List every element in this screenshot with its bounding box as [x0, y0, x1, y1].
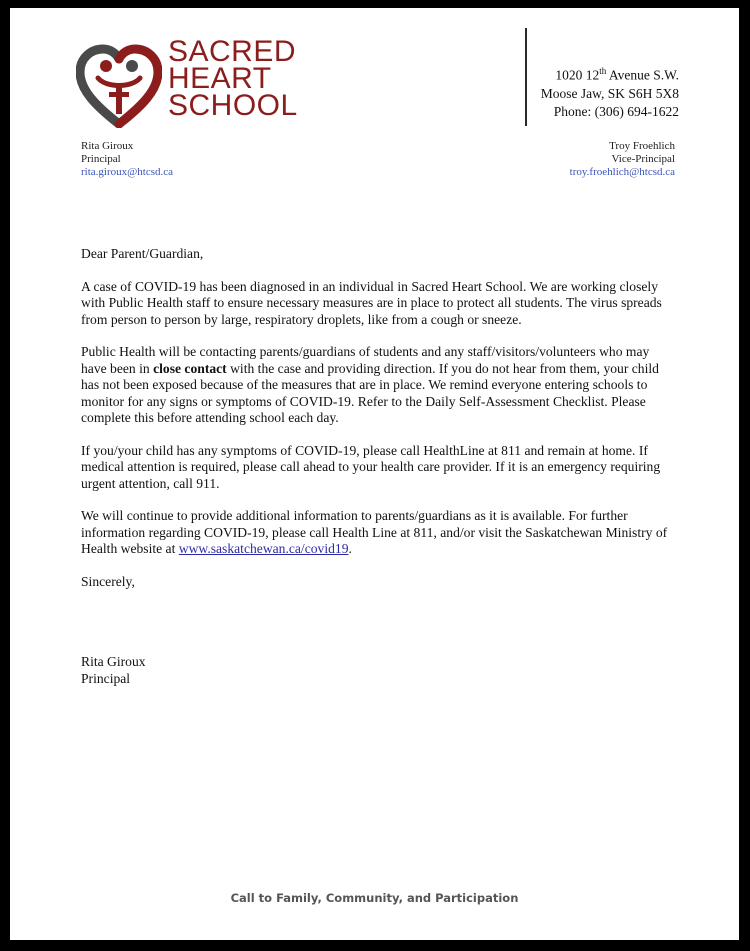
covid19-website-link[interactable]: www.saskatchewan.ca/covid19	[178, 541, 349, 556]
principal-contact	[81, 140, 173, 179]
heart-family-cross-icon	[76, 44, 162, 128]
address-street: 1020 12th Avenue S.W.	[555, 66, 679, 83]
vice-principal-email[interactable]: troy.froehlich@htcsd.ca	[569, 166, 675, 178]
school-name-line3: SCHOOL	[168, 89, 298, 122]
vice-principal-title: Vice-Principal	[611, 153, 675, 165]
letter-greeting: Dear Parent/Guardian,	[81, 246, 204, 261]
address-phone: Phone: (306) 694-1622	[553, 103, 679, 119]
school-address	[541, 62, 679, 121]
school-name-line2: HEART	[168, 62, 272, 95]
paragraph-diagnosis: A case of COVID-19 has been diagnosed in an individual in Sacred Heart School. We are working closely with Public Health staff to ensure necessary measures are in place to protect all students. The virus spreads from person to person by large, respiratory droplets, like from a cough or sneeze.	[81, 278, 662, 327]
letter-body	[81, 246, 671, 606]
signer-title: Principal	[81, 670, 131, 686]
letter-closing: Sincerely,	[81, 573, 135, 589]
vice-principal-contact	[570, 140, 675, 179]
school-name-line1: SACRED	[168, 35, 297, 68]
principal-title: Principal	[81, 153, 121, 165]
paragraph-contact: Public Health will be contacting parents/guardians of students and any staff/visitors/volunteers who may have been in close contact with the case and providing direction. If you do not hear from them, your child has not been exposed because of the measures that are in place. We remind everyone entering schools to monitor for any signs or symptoms of COVID-19. Refer to the Daily Self-Assessment Checklist. Please complete this before attending school each day.	[81, 344, 659, 425]
footer-motto: Call to Family, Community, and Participation	[230, 891, 519, 905]
letter-page	[10, 8, 739, 940]
signer-name: Rita Giroux	[81, 654, 146, 669]
header-divider	[525, 28, 527, 126]
school-logo	[76, 35, 316, 128]
address-city: Moose Jaw, SK S6H 5X8	[540, 85, 679, 101]
principal-name: Rita Giroux	[81, 140, 134, 152]
close-contact-emphasis: close contact	[153, 360, 227, 376]
paragraph-symptoms: If you/your child has any symptoms of COVID-19, please call HealthLine at 811 and remain at home. If medical attention is required, please call ahead to your health care provider. If it is an emergency requiring urgent attention, call 911.	[81, 442, 661, 491]
vice-principal-name: Troy Froehlich	[609, 140, 675, 152]
school-name	[168, 35, 298, 122]
paragraph-information: We will continue to provide additional information to parents/guardians as it is available. For further information regarding COVID-19, please call Health Line at 811, and/or visit the Saskatchewan Ministry of Health website at www.saskatchewan.ca/covid19.	[81, 508, 668, 556]
principal-email[interactable]: rita.giroux@htcsd.ca	[81, 166, 173, 178]
signature-block	[81, 654, 146, 687]
